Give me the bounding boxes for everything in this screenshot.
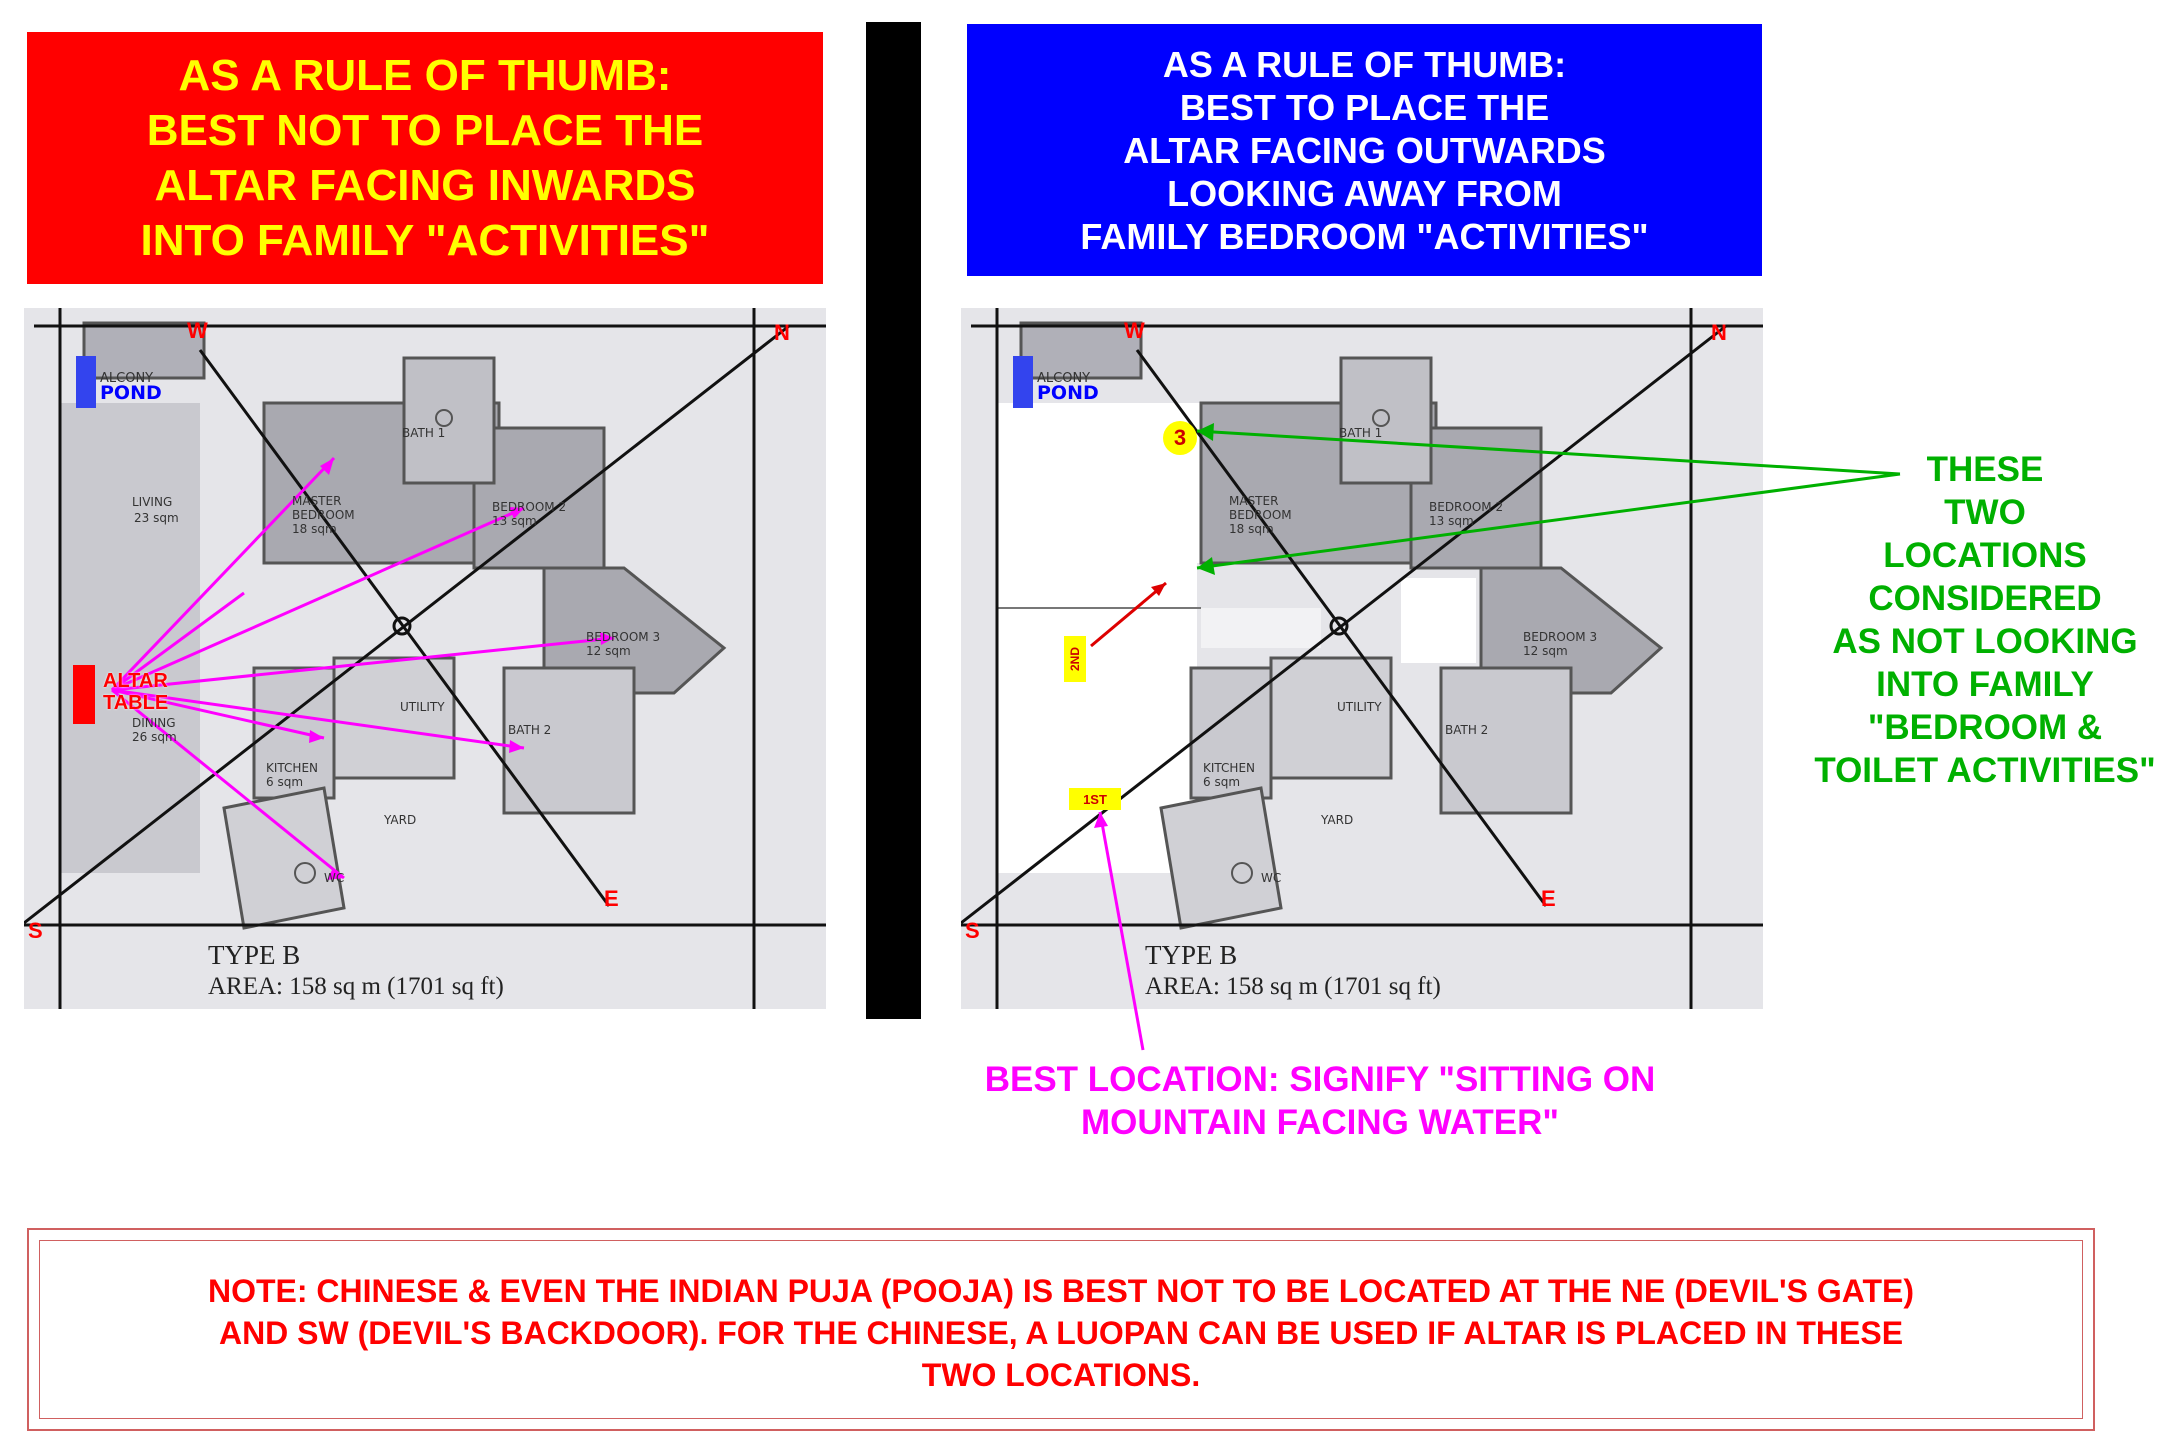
- banner-line: BEST NOT TO PLACE THE: [146, 106, 704, 155]
- master-label-2: BEDROOM: [292, 508, 355, 522]
- plan-area-label: AREA: 158 sq m (1701 sq ft): [1145, 973, 1441, 1000]
- plan-area-label: AREA: 158 sq m (1701 sq ft): [208, 973, 504, 1000]
- banner-line: INTO FAMILY "ACTIVITIES": [140, 216, 710, 265]
- bedroom3-area: 12 sqm: [586, 644, 631, 658]
- green-note-line: CONSIDERED: [1868, 579, 2102, 618]
- bedroom2-label: BEDROOM 2: [1429, 500, 1504, 514]
- altar-label-line: TABLE: [103, 692, 169, 714]
- east-label: E: [604, 886, 619, 911]
- location-2nd-text: 2ND: [1068, 646, 1083, 672]
- bath2-label: BATH 2: [1445, 723, 1489, 737]
- plan-type-label: TYPE B: [208, 940, 301, 970]
- green-note-line: "BEDROOM &: [1867, 708, 2103, 747]
- banner-line: LOOKING AWAY FROM: [1167, 172, 1562, 214]
- location-1st-marker: 1ST: [1069, 788, 1121, 810]
- not-looking-into-family-note: [1790, 448, 2175, 792]
- bedroom3-area: 12 sqm: [1523, 644, 1568, 658]
- location-3-marker: 3: [1163, 421, 1197, 455]
- master-area: 18 sqm: [1229, 522, 1274, 536]
- wc-label: WC: [1261, 871, 1282, 885]
- living-area: 23 sqm: [134, 511, 179, 525]
- master-label-2: BEDROOM: [1229, 508, 1292, 522]
- banner-line: FAMILY BEDROOM "ACTIVITIES": [1080, 215, 1649, 257]
- bath1-label: BATH 1: [402, 426, 446, 440]
- yard-label: YARD: [1321, 813, 1354, 827]
- pond-label: POND: [100, 382, 162, 404]
- green-note-line: INTO FAMILY: [1876, 665, 2094, 704]
- footer-note-line: AND SW (DEVIL'S BACKDOOR). FOR THE CHINESE, A LUOPAN CAN BE USED IF ALTAR IS PLACED IN THESE: [218, 1315, 1904, 1351]
- west-label: W: [187, 318, 208, 343]
- green-note-line: AS NOT LOOKING: [1832, 622, 2138, 661]
- kitchen-area: 6 sqm: [266, 775, 304, 789]
- balcony-label: ALCONY: [100, 371, 154, 386]
- banner-line: ALTAR FACING OUTWARDS: [1123, 129, 1606, 171]
- green-note-line: TWO: [1944, 493, 2026, 532]
- balcony-label: ALCONY: [1037, 371, 1091, 386]
- north-label: N: [1711, 320, 1727, 345]
- bath1-label: BATH 1: [1339, 426, 1383, 440]
- footer-note-line: NOTE: CHINESE & EVEN THE INDIAN PUJA (POOJA) IS BEST NOT TO BE LOCATED AT THE NE (DEVIL'S GATE): [207, 1273, 1915, 1309]
- utility-label: UTILITY: [400, 700, 445, 714]
- pond-label: POND: [1037, 382, 1099, 404]
- bedroom2-area: 13 sqm: [1429, 514, 1474, 528]
- green-note-line: LOCATIONS: [1883, 536, 2087, 575]
- wc-label: WC: [324, 871, 345, 885]
- bedroom2-area: 13 sqm: [492, 514, 537, 528]
- plan-type-label: TYPE B: [1145, 940, 1238, 970]
- magenta-note-line: BEST LOCATION: SIGNIFY "SITTING ON: [984, 1060, 1656, 1099]
- kitchen-label: KITCHEN: [1203, 761, 1255, 775]
- master-label: MASTER: [292, 494, 342, 508]
- master-label: MASTER: [1229, 494, 1279, 508]
- yard-label: YARD: [384, 813, 417, 827]
- south-label: S: [965, 918, 980, 943]
- bedroom2-label: BEDROOM 2: [492, 500, 567, 514]
- magenta-note-line: MOUNTAIN FACING WATER": [1080, 1103, 1560, 1142]
- altar-label-line: ALTAR: [103, 670, 168, 692]
- banner-line: ALTAR FACING INWARDS: [154, 161, 696, 210]
- north-label: N: [774, 320, 790, 345]
- bedroom3-label: BEDROOM 3: [586, 630, 661, 644]
- banner-line: AS A RULE OF THUMB:: [178, 51, 672, 100]
- bedroom3-label: BEDROOM 3: [1523, 630, 1598, 644]
- dining-label: DINING: [132, 716, 176, 730]
- footer-note-line: TWO LOCATIONS.: [921, 1357, 1201, 1393]
- kitchen-area: 6 sqm: [1203, 775, 1241, 789]
- green-note-line: THESE: [1926, 450, 2044, 489]
- banner-line: AS A RULE OF THUMB:: [1162, 43, 1567, 85]
- footer-note-box: [27, 1228, 2095, 1431]
- master-area: 18 sqm: [292, 522, 337, 536]
- green-note-line: TOILET ACTIVITIES": [1814, 751, 2156, 790]
- living-label: LIVING: [132, 495, 173, 509]
- best-location-note: [880, 1058, 1760, 1144]
- dining-area: 26 sqm: [132, 730, 177, 744]
- utility-label: UTILITY: [1337, 700, 1382, 714]
- banner-line: BEST TO PLACE THE: [1179, 86, 1550, 128]
- east-label: E: [1541, 886, 1556, 911]
- kitchen-label: KITCHEN: [266, 761, 318, 775]
- bath2-label: BATH 2: [508, 723, 552, 737]
- south-label: S: [28, 918, 43, 943]
- footer-note-text: [49, 1270, 2073, 1396]
- west-label: W: [1124, 318, 1145, 343]
